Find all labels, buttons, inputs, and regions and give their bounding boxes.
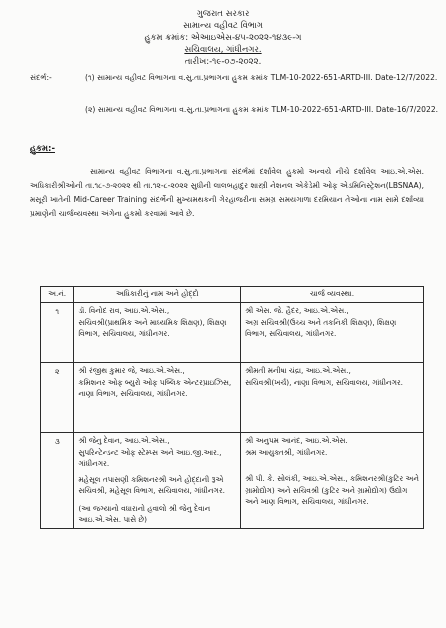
- officer-cell: [74, 303, 241, 363]
- table-row: [41, 363, 424, 433]
- charge-post: અગ્ર સચિવશ્રી(ઉચ્ચ અને તકનિકી શિક્ષણ), શિક્ષણ વિભાગ, સચિવાલય, ગાંધીનગર.: [245, 317, 397, 338]
- charge-post: સચિવશ્રી(ખર્ચ), નાણા વિભાગ, સચિવાલય, ગાંધીનગર.: [245, 377, 404, 387]
- header-line-order-number: હુકમ ક્રમાંક: એઆઇએસ-૪૫-૨૦૨૨-૧૪૩૯-ગ: [144, 33, 302, 43]
- officer-name: ડૉ. વિનોદ રાવ, આઇ.એ.એસ.,: [78, 306, 170, 315]
- header-line-department: સામાન્ય વહીવટ વિભાગ: [183, 21, 263, 31]
- order-body: સામાન્ય વહીવટ વિભાગના વ.સુ.તા.પ્રભાગના સંદર્ભમાં દર્શાવેલ હુકમો અન્વયે નીચે દર્શાવેલ આઇ.એ.એસ. અધિકારીશ્રીઓની તા.૧૮-૭-૨૦૨૨ થી તા.૧૨-૮-૨૦૨૨ સુધીની લાલબહાદુર શાસ્ત્રી નેશનલ એકેડેમી ઓફ એડમિનિસ્ટ્રેશન(LBSNAA), મસૂરી ખાતેની Mid-Career Training સંદર્ભેની મુખ્યમથકની ગેરહાજરીના સમગ્ર સમયગાળા દરમિયાન તેઓના નામ સામે દર્શાવ્યા પ્રમાણેની ચાર્જવ્યવસ્થા અંગેના હુકમો કરવામાં આવે છે.: [30, 167, 424, 218]
- charge-additional: શ્રી પી. કે. સોલંકી, આઇ.એ.એસ., કમિશનરશ્રી(કુટિર અને ગ્રામોદ્યોગ) અને સચિવશ્રી (કુટિર અને ગ્રામોદ્યોગ) ઉદ્યોગ અને ખાણ વિભાગ, સચિવાલય, ગાંધીનગર.: [245, 474, 419, 506]
- order-heading: હુકમ:-: [30, 144, 55, 154]
- officer-additional-post: મહેસૂલ તપાસણી કમિશનરશ્રી અને હોદ્દાની રૂએ સચિવશ્રી, મહેસૂલ વિભાગ, સચિવાલય, ગાંધીનગર.: [78, 474, 225, 495]
- officer-cell: [74, 363, 241, 433]
- charge-post: શ્રમ આયુક્તશ્રી, ગાંધીનગર.: [245, 447, 328, 457]
- row-number: ૩: [41, 433, 74, 529]
- row-number: ૨: [41, 363, 74, 433]
- charge-name: શ્રી એસ. જે. હૈદર, આઇ.એ.એસ.,: [245, 306, 349, 315]
- table-header-row: [41, 287, 424, 303]
- charge-cell: [241, 433, 424, 529]
- header-line-date: તારીખ:-૧૯-૦૭-૨૦૨૨.: [184, 57, 262, 67]
- reference-item: (૨) સામાન્ય વહીવટ વિભાગના વ.સુ.તા.પ્રભાગના હુકમ ક્રમાંક TLM-10-2022-651-ARTD-III. Date-16/7/2022.: [85, 105, 439, 114]
- reference-label: સંદર્ભ:-: [30, 73, 52, 82]
- charge-name: શ્રી અનુપમ આનંદ, આઇ.એ.એસ.: [245, 436, 348, 445]
- letterhead: [0, 8, 446, 68]
- officer-cell: [74, 433, 241, 529]
- charge-cell: [241, 303, 424, 363]
- reference-1: [30, 72, 438, 102]
- reference-2: [30, 104, 439, 134]
- column-header-number: અ.નં.: [41, 287, 74, 303]
- column-header-officer: અધિકારીનું નામ અને હોદ્દો: [74, 287, 241, 303]
- column-header-charge: ચાર્જ વ્યવસ્થા.: [241, 287, 424, 303]
- header-line-place: સચિવાલય, ગાંધીનગર.: [184, 45, 262, 55]
- charge-table: [40, 286, 424, 529]
- table-row: [41, 303, 424, 363]
- officer-post: સચિવશ્રી(પ્રાથમિક અને માધ્યમિક શિક્ષણ), શિક્ષણ વિભાગ, સચિવાલય, ગાંધીનગર.: [78, 317, 227, 338]
- charge-cell: [241, 363, 424, 433]
- officer-post: કમિશનર ઓફ બ્યુરો ઓફ પબ્લિક એન્ટરપ્રાઇઝિસ, નાણા વિભાગ, સચિવાલય, ગાંધીનગર.: [78, 377, 232, 398]
- row-number: ૧: [41, 303, 74, 363]
- table-row: [41, 433, 424, 529]
- officer-name: શ્રી રંજીથ કુમાર જે, આઇ.એ.એસ.,: [78, 366, 185, 375]
- reference-item: (૧) સામાન્ય વહીવટ વિભાગના વ.સુ.તા.પ્રભાગના હુકમ ક્રમાંક TLM-10-2022-651-ARTD-III. Date-12/7/2022.: [85, 73, 438, 82]
- header-line-government: ગુજરાત સરકાર: [196, 9, 250, 19]
- officer-note: (આ જગ્યાનો વધારાનો હવાલો શ્રી જેનુ દેવાન આઇ.એ.એસ. પાસે છે): [78, 503, 211, 524]
- charge-name: શ્રીમતી મનીષા ચંદ્રા, આઇ.એ.એસ.,: [245, 366, 351, 375]
- officer-post: સુપરિન્ટેન્ડન્ટ ઓફ સ્ટેમ્પ્સ અને આઇ.જી.આર., ગાંધીનગર.: [78, 447, 222, 468]
- officer-name: શ્રી જેનુ દેવાન, આઇ.એ.એસ.,: [78, 436, 170, 445]
